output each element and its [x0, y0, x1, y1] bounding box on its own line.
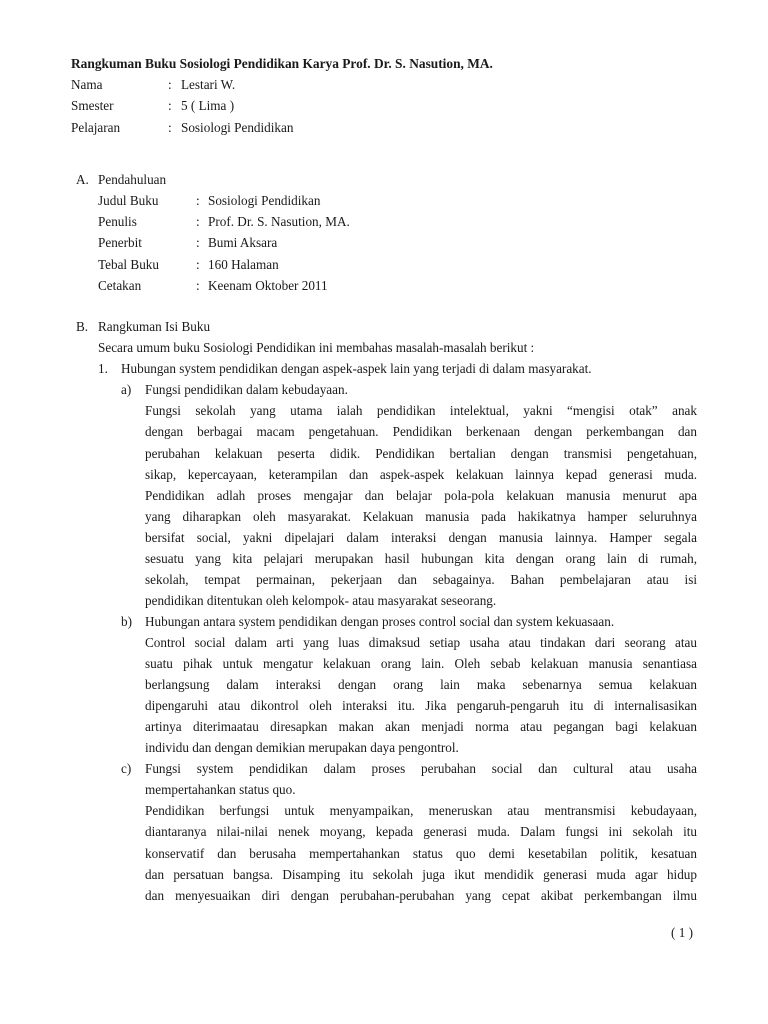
sub-c-marker: c) — [121, 761, 132, 776]
sub-c-heading: mempertahankan status quo. — [145, 782, 296, 797]
header-colon: : — [168, 98, 172, 113]
sub-a-line: perubahan kelakuan peserta didik. Pendidikan bertalian dengan transmisi pengetahuan, — [145, 446, 697, 461]
sub-a-line: sekolah, tempat permainan, pekerjaan dan sebagainya. Bahan pembelajaran atau isi — [145, 572, 697, 587]
book-colon: : — [196, 257, 200, 272]
book-colon: : — [196, 214, 200, 229]
sub-a-line: sikap, kepercayaan, keterampilan dan aspek-aspek kelakuan lainnya kepad generasi muda. — [145, 467, 697, 482]
item-1-marker: 1. — [98, 361, 108, 376]
sub-c-line: diantaranya nilai-nilai nenek moyang, kepada generasi muda. Dalam fungsi ini sekolah itu — [145, 824, 697, 839]
book-label-tebal: Tebal Buku — [98, 257, 159, 272]
book-label-penerbit: Penerbit — [98, 235, 142, 250]
sub-c-heading: Fungsi system pendidikan dalam proses perubahan social dan cultural atau usaha — [145, 761, 697, 776]
header-colon: : — [168, 120, 172, 135]
sub-a-line: pendidikan ditentukan oleh kelompok- atau masyarakat seseorang. — [145, 593, 497, 608]
document-title: Rangkuman Buku Sosiologi Pendidikan Karya Prof. Dr. S. Nasution, MA. — [71, 56, 493, 71]
item-1-text: Hubungan system pendidikan dengan aspek-aspek lain yang terjadi di dalam masyarakat. — [121, 361, 592, 376]
sub-a-line: yang diharapkan oleh masyarakat. Kelakuan manusia pada hakikatnya hamper seluruhnya — [145, 509, 697, 524]
header-label-nama: Nama — [71, 77, 103, 92]
sub-a-line: dengan berbagai macam pengetahuan. Pendidikan berkenaan dengan perkembangan dan — [145, 424, 697, 439]
sub-c-line: dan persatuan bangsa. Disamping itu sekolah juga ikut mendidik generasi muda agar hidup — [145, 867, 697, 882]
page-number: ( 1 ) — [671, 925, 693, 940]
book-colon: : — [196, 278, 200, 293]
header-label-pelajaran: Pelajaran — [71, 120, 121, 135]
sub-b-line: Control social dalam arti yang luas dimaksud setiap usaha atau tindakan dari seorang atau — [145, 635, 697, 650]
header-value-nama: Lestari W. — [181, 77, 236, 92]
sub-b-line: berlangsung dalam interaksi dengan orang lain maka sebenarnya semua kelakuan — [145, 677, 697, 692]
header-label-smester: Smester — [71, 98, 114, 113]
book-value-judul: Sosiologi Pendidikan — [208, 193, 321, 208]
section-a-marker: A. — [76, 172, 89, 187]
sub-c-line: Pendidikan berfungsi untuk menyampaikan, meneruskan atau mentransmisi kebudayaan, — [145, 803, 697, 818]
sub-a-marker: a) — [121, 382, 132, 397]
sub-b-heading: Hubungan antara system pendidikan dengan proses control social dan system kekuasaan. — [145, 614, 615, 629]
section-b-intro: Secara umum buku Sosiologi Pendidikan ini membahas masalah-masalah berikut : — [98, 340, 535, 355]
header-value-pelajaran: Sosiologi Pendidikan — [181, 120, 294, 135]
sub-c-line: dan menyesuaikan diri dengan perubahan-perubahan yang cepat akibat perkembangan ilmu — [145, 888, 697, 903]
sub-a-line: Fungsi sekolah yang utama ialah pendidikan intelektual, yakni “mengisi otak” anak — [145, 403, 697, 418]
header-colon: : — [168, 77, 172, 92]
section-a-heading: Pendahuluan — [98, 172, 167, 187]
book-value-cetakan: Keenam Oktober 2011 — [208, 278, 328, 293]
book-label-penulis: Penulis — [98, 214, 137, 229]
sub-b-line: suatu pihak untuk mengatur kelakuan orang lain. Oleh sebab kelakuan manusia senantiasa — [145, 656, 697, 671]
book-label-judul: Judul Buku — [98, 193, 159, 208]
sub-a-line: Pendidikan adlah proses mengajar dan belajar pola-pola kelakuan manusia menurut apa — [145, 488, 697, 503]
section-b-heading: Rangkuman Isi Buku — [98, 319, 211, 334]
book-value-tebal: 160 Halaman — [208, 257, 279, 272]
sub-a-line: bersifat social, yakni dipelajari dalam interaksi dengan manusia lainnya. Hamper segala — [145, 530, 697, 545]
sub-b-line: dipengaruhi atau dikontrol oleh interaksi itu. Jika pengaruh-pengaruh itu di internalisasikan — [145, 698, 697, 713]
book-colon: : — [196, 193, 200, 208]
sub-a-heading: Fungsi pendidikan dalam kebudayaan. — [145, 382, 348, 397]
sub-c-line: konservatif dan berusaha mempertahankan status quo demi kesetabilan politik, kesatuan — [145, 846, 697, 861]
sub-a-line: sesuatu yang kita pelajari merupakan hasil hubungan kita dengan orang lain di rumah, — [145, 551, 697, 566]
section-b-marker: B. — [76, 319, 89, 334]
sub-b-line: artinya diterimaatau diresapkan makan akan menjadi norma atau pegangan bagi kelakuan — [145, 719, 697, 734]
book-label-cetakan: Cetakan — [98, 278, 142, 293]
book-value-penulis: Prof. Dr. S. Nasution, MA. — [208, 214, 350, 229]
header-value-smester: 5 ( Lima ) — [181, 98, 235, 113]
sub-b-line: individu dan dengan demikian merupakan daya pengontrol. — [145, 740, 459, 755]
book-colon: : — [196, 235, 200, 250]
sub-b-marker: b) — [121, 614, 132, 629]
book-value-penerbit: Bumi Aksara — [208, 235, 278, 250]
